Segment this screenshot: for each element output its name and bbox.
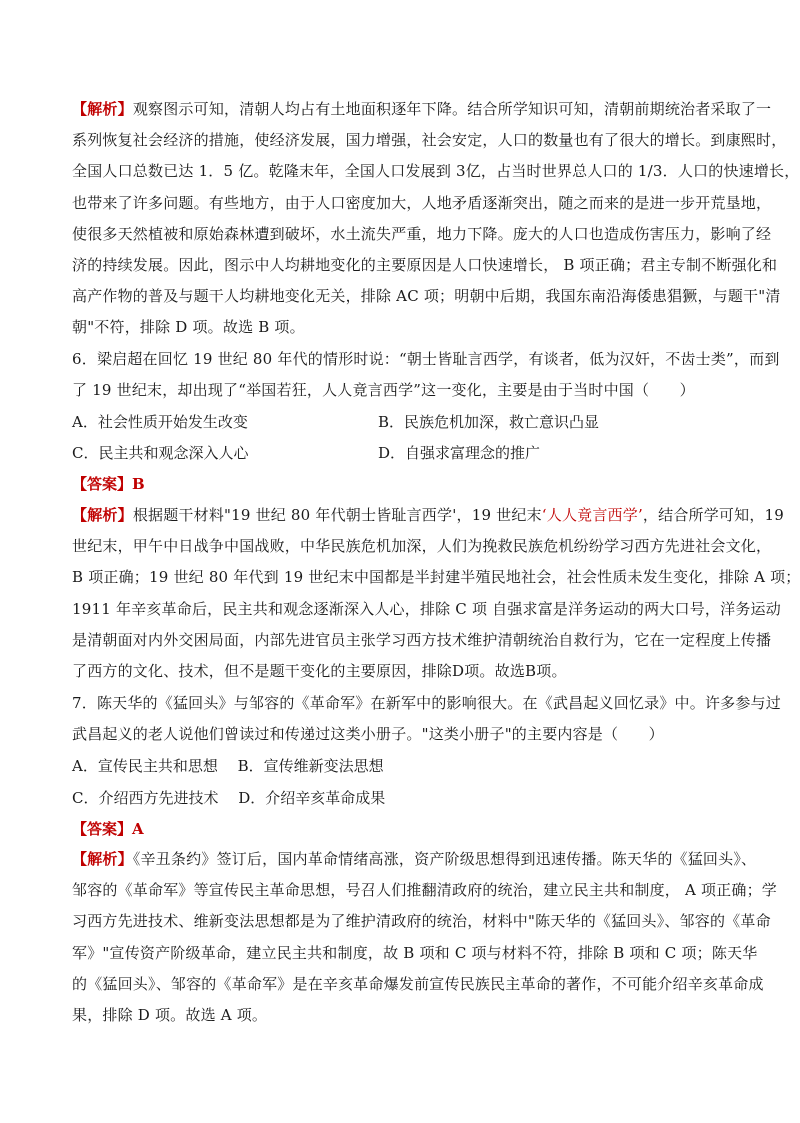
q6-answer <box>72 472 145 496</box>
q6-answer-value: B <box>132 475 145 493</box>
q6-analysis-line: 了西方的文化、技术，但不是题干变化的主要原因，排除D项。故选B项。 <box>72 661 567 680</box>
q7-analysis-line: 果，排除 D 项。故选 A 项。 <box>72 1005 268 1024</box>
answer-tag: 【答案】 <box>72 475 133 493</box>
q5-analysis-line: 济的持续发展。因此，图示中人均耕地变化的主要原因是人口快速增长， B 项正确；君主专制不断强化和 <box>72 255 778 274</box>
q7-analysis-line: 邹容的《革命军》等宣传民主革命思想，号召人们推翻清政府的统治，建立民主共和制度， A 项正确；学 <box>72 881 777 900</box>
q5-analysis-line: 高产作物的普及与题干人均耕地变化无关，排除 AC 项；明朝中后期，我国东南沿海倭患猖獗，与题干"清 <box>72 287 781 306</box>
q6-analysis-line: B 项正确；19 世纪 80 年代到 19 世纪末中国都是半封建半殖民地社会，社会性质未发生变化，排除 A 项； <box>72 568 800 587</box>
q5-analysis-line: 系列恢复社会经济的措施，使经济发展，国力增强，社会安定，人口的数量也有了很大的增长。到康熙时， <box>72 131 787 150</box>
q6-analysis-line: 【解析】根据题干材料"19 世纪 80 年代朝士皆耻言西学'，19 世纪末‘人人竟言西学’，结合所学可知，19 <box>72 506 785 524</box>
q5-analysis-line: 朝"不符，排除 D 项。故选 B 项。 <box>72 318 305 337</box>
q7-options-ab: A．宣传民主共和思想 B．宣传维新变法思想 <box>72 757 384 775</box>
q7-answer-value: A <box>132 820 144 838</box>
analysis-tag: 【解析】 <box>72 506 133 524</box>
q7-stem-line: 武昌起义的老人说他们曾读过和传递过这类小册子。"这类小册子"的主要内容是（ ） <box>72 725 664 744</box>
answer-tag: 【答案】 <box>72 820 133 838</box>
q7-options-cd: C．介绍西方先进技术 D．介绍辛亥革命成果 <box>72 789 386 807</box>
q7-stem-line: 7．陈天华的《猛回头》与邹容的《革命军》在新军中的影响很大。在《武昌起义回忆录》中。许多参与过 <box>72 694 781 712</box>
q7-analysis-line: 军》"宣传资产阶级革命，建立民主共和制度，故 B 项和 C 项与材料不符，排除 B 项和 C 项；陈天华 <box>72 943 758 962</box>
q6-option-b: B．民族危机加深，救亡意识凸显 <box>378 413 600 431</box>
q7-analysis-line: 的《猛回头》、邹容的《革命军》是在辛亥革命爆发前宣传民族民主革命的著作，不可能介绍辛亥革命成 <box>72 974 764 993</box>
q6-option-d: D．自强求富理念的推广 <box>378 444 541 462</box>
analysis-tag: 【解析】 <box>72 850 133 868</box>
q5-analysis-line: 全国人口总数已达 1．5 亿。乾隆末年，全国人口发展到 3亿，占当时世界总人口的 1/3．人口的快速增长， <box>72 162 800 181</box>
q6-analysis-line: 是清朝面对内外交困局面，内部先进官员主张学习西方技术维护清朝统治自救行为，它在一定程度上传播 <box>72 630 772 649</box>
q6-option-a: A．社会性质开始发生改变 <box>72 413 248 431</box>
q5-analysis-line: 【解析】观察图示可知，清朝人均占有土地面积逐年下降。结合所学知识可知，清朝前期统治者采取了一 <box>72 100 772 118</box>
q6-analysis-line: 世纪末，甲午中日战争中国战败，中华民族危机加深，人们为挽救民族危机纷纷学习西方先进社会文化， <box>72 537 772 556</box>
q7-stem <box>72 688 781 750</box>
q5-analysis-line: 使很多天然植被和原始森林遭到破坏，水土流失严重，地力下降。庞大的人口也造成伤害压力，影响了经 <box>72 224 772 243</box>
analysis-tag: 【解析】 <box>72 100 133 118</box>
q6-option-c: C．民主共和观念深入人心 <box>72 444 249 462</box>
q7-analysis-line: 【解析】《辛丑条约》签订后，国内革命情绪高涨，资产阶级思想得到迅速传播。陈天华的《猛回头》、 <box>72 850 757 868</box>
q7-analysis <box>72 844 777 1031</box>
q7-answer <box>72 817 144 841</box>
q6-analysis-line: 1911 年辛亥革命后，民主共和观念逐渐深入人心，排除 C 项 自强求富是洋务运动的两大口号，洋务运动 <box>72 599 781 618</box>
q5-analysis-line: 也带来了许多问题。有些地方，由于人口密度加大，人地矛盾逐渐突出，随之而来的是进一步开荒垦地， <box>72 193 772 212</box>
q6-analysis <box>72 500 800 687</box>
q6-stem <box>72 344 780 406</box>
q5-analysis <box>72 94 800 344</box>
q6-stem-line: 了 19 世纪末，却出现了“举国若狂，人人竟言西学”这一变化，主要是由于当时中国（ ） <box>72 381 695 400</box>
q6-stem-line: 6．梁启超在回忆 19 世纪 80 年代的情形时说：“朝士皆耻言西学，有谈者，低为汉奸，不齿士类”，而到 <box>72 350 780 368</box>
highlighted-quote: ‘人人竟言西学’ <box>541 506 643 524</box>
q7-analysis-line: 习西方先进技术、维新变法思想都是为了维护清政府的统治，材料中"陈天华的《猛回头》、邹容的《革命 <box>72 912 771 931</box>
